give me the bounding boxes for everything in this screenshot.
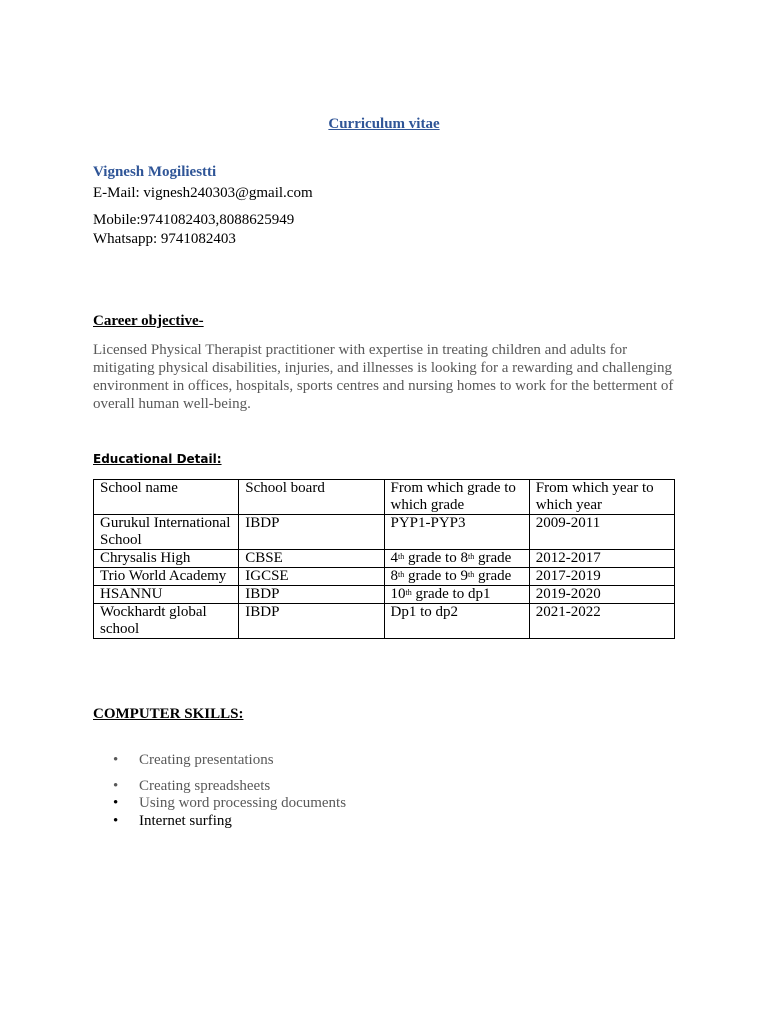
bullet-icon: • [113, 795, 119, 811]
document-title: Curriculum vitae [328, 116, 440, 132]
table-cell: 2009-2011 [529, 515, 674, 550]
ordinal-suffix: th [467, 570, 475, 579]
table-cell: Wockhardt global school [94, 604, 239, 639]
table-cell: 2019-2020 [529, 586, 674, 604]
table-cell: 2012-2017 [529, 550, 674, 568]
table-row [94, 604, 675, 639]
ordinal-suffix: th [398, 552, 405, 561]
table-cell: 2017-2019 [529, 568, 674, 586]
grade-suffix: grade to dp1 [411, 586, 491, 602]
list-item [93, 778, 346, 795]
table-cell [384, 550, 529, 568]
educational-detail-heading: Educational Detail: [93, 452, 222, 466]
table-cell: IBDP [239, 515, 384, 550]
ordinal-suffix: th [405, 588, 412, 597]
grade-to: grade to 9 [404, 568, 468, 584]
bullet-icon: • [113, 752, 119, 768]
skill-label: Creating presentations [139, 752, 274, 768]
skills-list [93, 750, 346, 830]
grade-to: grade to 8 [404, 550, 468, 566]
email-line: E-Mail: vignesh240303@gmail.com [93, 185, 313, 201]
bullet-icon: • [113, 813, 119, 829]
table-row [94, 550, 675, 568]
table-cell: CBSE [239, 550, 384, 568]
table-cell [384, 568, 529, 586]
career-objective-text: Licensed Physical Therapist practitioner with expertise in treating children and adults for mitigating physical disabilities, injuries, and illnesses is looking for a rewarding and challenging environment in offices, hospitals, sports centres and nursing homes to work for the betterment of overall human well-being. [93, 342, 674, 412]
table-header-row [94, 480, 675, 515]
table-cell: IBDP [239, 604, 384, 639]
table-header-cell: School name [94, 480, 239, 515]
grade-from: 10 [390, 586, 406, 602]
skill-label: Using word processing documents [139, 795, 347, 811]
table-cell: 2021-2022 [529, 604, 674, 639]
table-cell: HSANNU [94, 586, 239, 604]
grade-suffix: grade [474, 568, 512, 584]
table-cell: Gurukul International School [94, 515, 239, 550]
ordinal-suffix: th [398, 570, 405, 579]
table-row [94, 515, 675, 550]
table-cell: Chrysalis High [94, 550, 239, 568]
computer-skills-heading: COMPUTER SKILLS: [93, 706, 244, 722]
table-cell: Trio World Academy [94, 568, 239, 586]
skill-label: Creating spreadsheets [139, 778, 271, 794]
grade-from: 4 [390, 550, 398, 566]
mobile-line: Mobile:9741082403,8088625949 [93, 212, 295, 228]
candidate-name: Vignesh Mogiliestti [93, 164, 217, 180]
list-item [93, 813, 346, 830]
skill-label: Internet surfing [139, 813, 232, 829]
grade-from: 8 [390, 568, 398, 584]
table-cell: PYP1-PYP3 [384, 515, 529, 550]
table-row [94, 568, 675, 586]
table-cell: Dp1 to dp2 [384, 604, 529, 639]
table-header-cell: From which grade to which grade [384, 480, 529, 515]
table-header-cell: School board [239, 480, 384, 515]
table-header-cell: From which year to which year [529, 480, 674, 515]
career-objective-heading: Career objective- [93, 313, 204, 329]
table-row [94, 586, 675, 604]
table-cell: IGCSE [239, 568, 384, 586]
table-cell [384, 586, 529, 604]
bullet-icon: • [113, 778, 119, 794]
education-table [93, 479, 675, 639]
ordinal-suffix: th [467, 552, 475, 561]
list-item [93, 752, 346, 769]
list-item [93, 795, 346, 812]
table-cell: IBDP [239, 586, 384, 604]
grade-suffix: grade [474, 550, 512, 566]
whatsapp-line: Whatsapp: 9741082403 [93, 231, 236, 247]
